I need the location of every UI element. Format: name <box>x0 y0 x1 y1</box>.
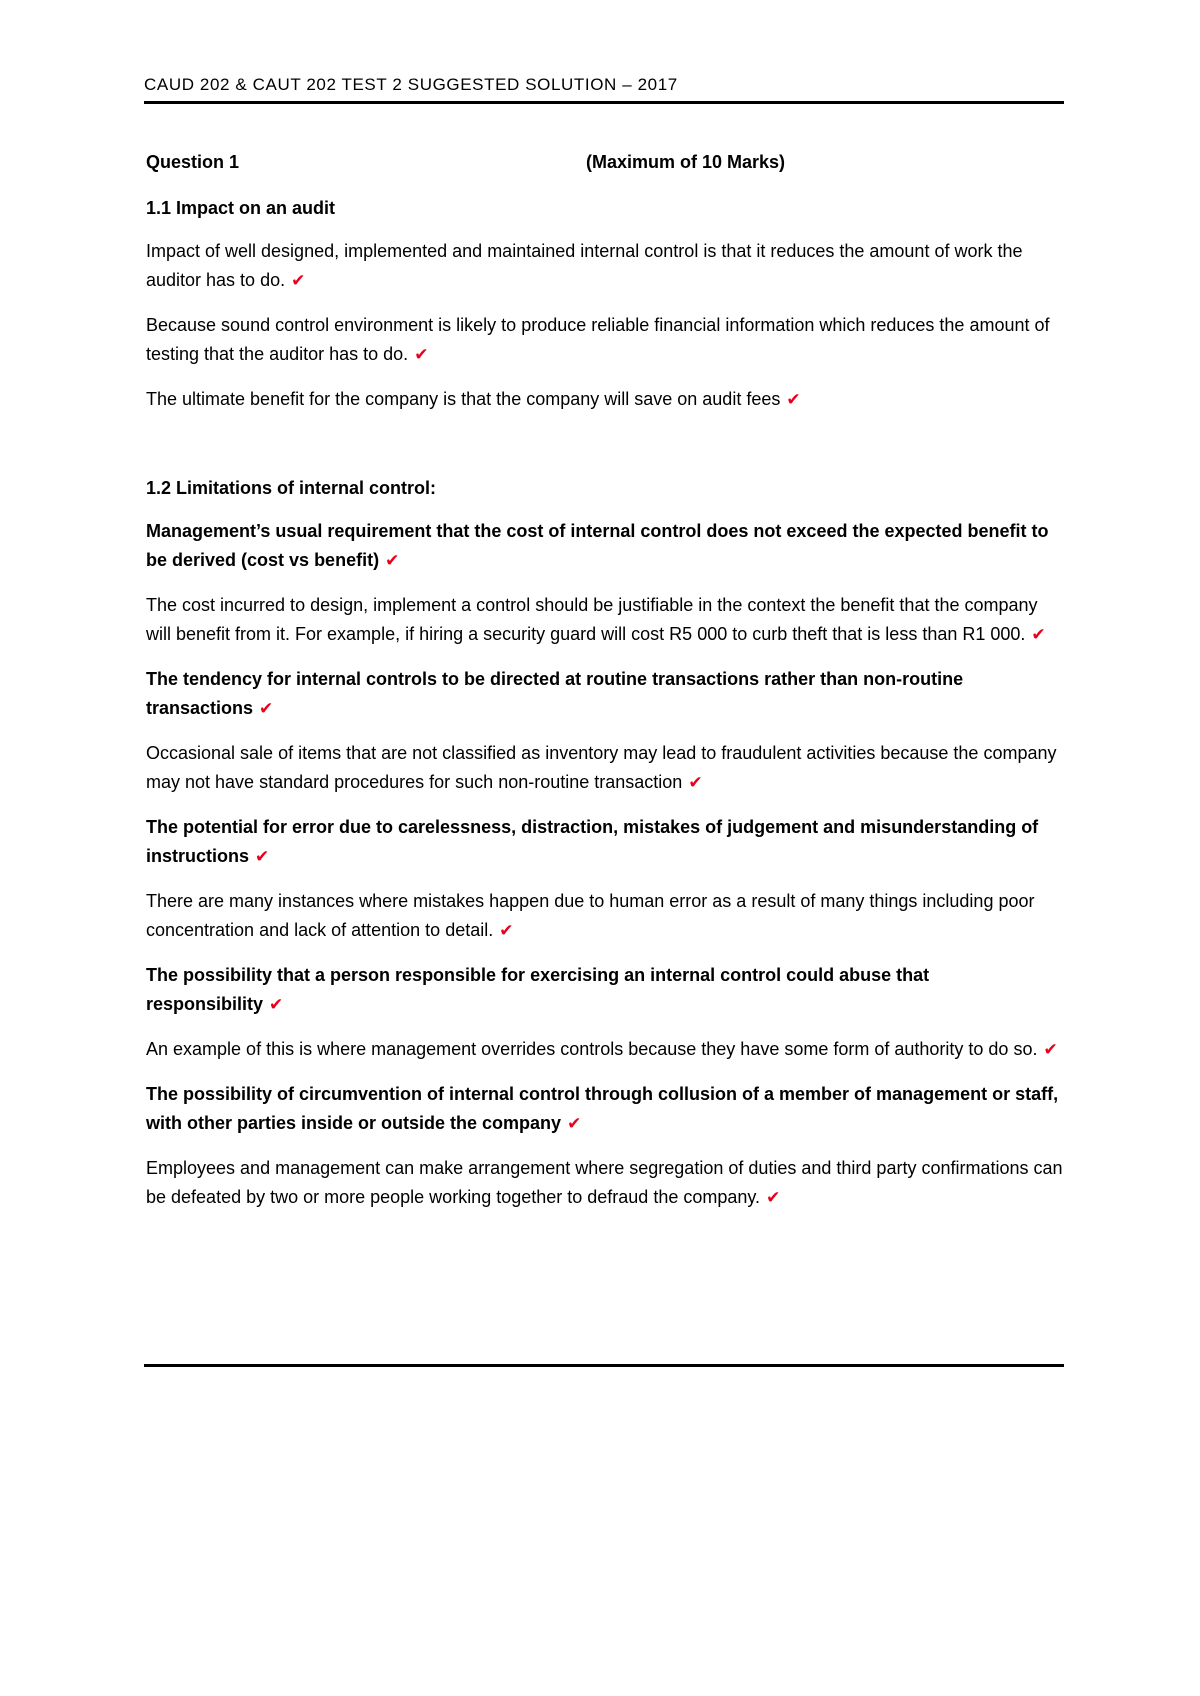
header-divider <box>144 101 1064 104</box>
footer-divider <box>144 1364 1064 1367</box>
limitation-text-3: There are many instances where mistakes happen due to human error as a result of many things including poor concentration and lack of attention to detail. ✔ <box>146 891 1035 940</box>
limitation-title-1: Management’s usual requirement that the cost of internal control does not exceed the expected benefit to be derived (cost vs benefit) ✔ <box>146 521 1049 570</box>
limitation-title-4: The possibility that a person responsible for exercising an internal control could abuse that responsibility ✔ <box>146 965 930 1014</box>
tick-mark-icon: ✔ <box>269 995 284 1014</box>
tick-mark-icon: ✔ <box>414 345 429 364</box>
tick-mark-icon: ✔ <box>786 390 801 409</box>
limitation-text-4: An example of this is where management overrides controls because they have some form of authority to do so. ✔ <box>146 1039 1058 1059</box>
limitation-title-3: The potential for error due to carelessness, distraction, mistakes of judgement and misunderstanding of instructions ✔ <box>146 817 1039 866</box>
question-marks: (Maximum of 10 Marks) <box>586 152 786 172</box>
section-1-2-heading: 1.2 Limitations of internal control: <box>146 478 437 498</box>
tick-mark-icon: ✔ <box>385 551 400 570</box>
tick-mark-icon: ✔ <box>567 1114 582 1133</box>
limitation-text-5: Employees and management can make arrangement where segregation of duties and third party confirmations can be defeated by two or more people working together to defraud the company. ✔ <box>146 1158 1063 1207</box>
tick-mark-icon: ✔ <box>291 271 306 290</box>
tick-mark-icon: ✔ <box>688 773 703 792</box>
limitation-text-1: The cost incurred to design, implement a control should be justifiable in the context the benefit that the company will benefit from it. For example, if hiring a security guard will cost R5 000 to curb theft that is less than R1 000. ✔ <box>146 595 1046 644</box>
limitation-title-5: The possibility of circumvention of internal control through collusion of a member of management or staff, with other parties inside or outside the company ✔ <box>146 1084 1059 1133</box>
tick-mark-icon: ✔ <box>499 921 514 940</box>
tick-mark-icon: ✔ <box>1043 1040 1058 1059</box>
tick-mark-icon: ✔ <box>255 847 270 866</box>
tick-mark-icon: ✔ <box>766 1188 781 1207</box>
question-label: Question 1 <box>146 152 240 172</box>
impact-paragraph-1: Impact of well designed, implemented and maintained internal control is that it reduces the amount of work the auditor has to do. ✔ <box>146 241 1023 290</box>
question-heading <box>146 148 1066 177</box>
tick-mark-icon: ✔ <box>1031 625 1046 644</box>
impact-paragraph-2: Because sound control environment is likely to produce reliable financial information which reduces the amount of testing that the auditor has to do. ✔ <box>146 315 1050 364</box>
impact-paragraph-3: The ultimate benefit for the company is that the company will save on audit fees ✔ <box>146 389 801 409</box>
section-1-1-heading: 1.1 Impact on an audit <box>146 198 336 218</box>
page-header: CAUD 202 & CAUT 202 TEST 2 SUGGESTED SOLUTION – 2017 <box>144 75 678 94</box>
tick-mark-icon: ✔ <box>259 699 274 718</box>
document-body <box>146 148 1066 1228</box>
limitation-title-2: The tendency for internal controls to be directed at routine transactions rather than non-routine transactions ✔ <box>146 669 964 718</box>
limitation-text-2: Occasional sale of items that are not classified as inventory may lead to fraudulent activities because the company may not have standard procedures for such non-routine transaction ✔ <box>146 743 1057 792</box>
